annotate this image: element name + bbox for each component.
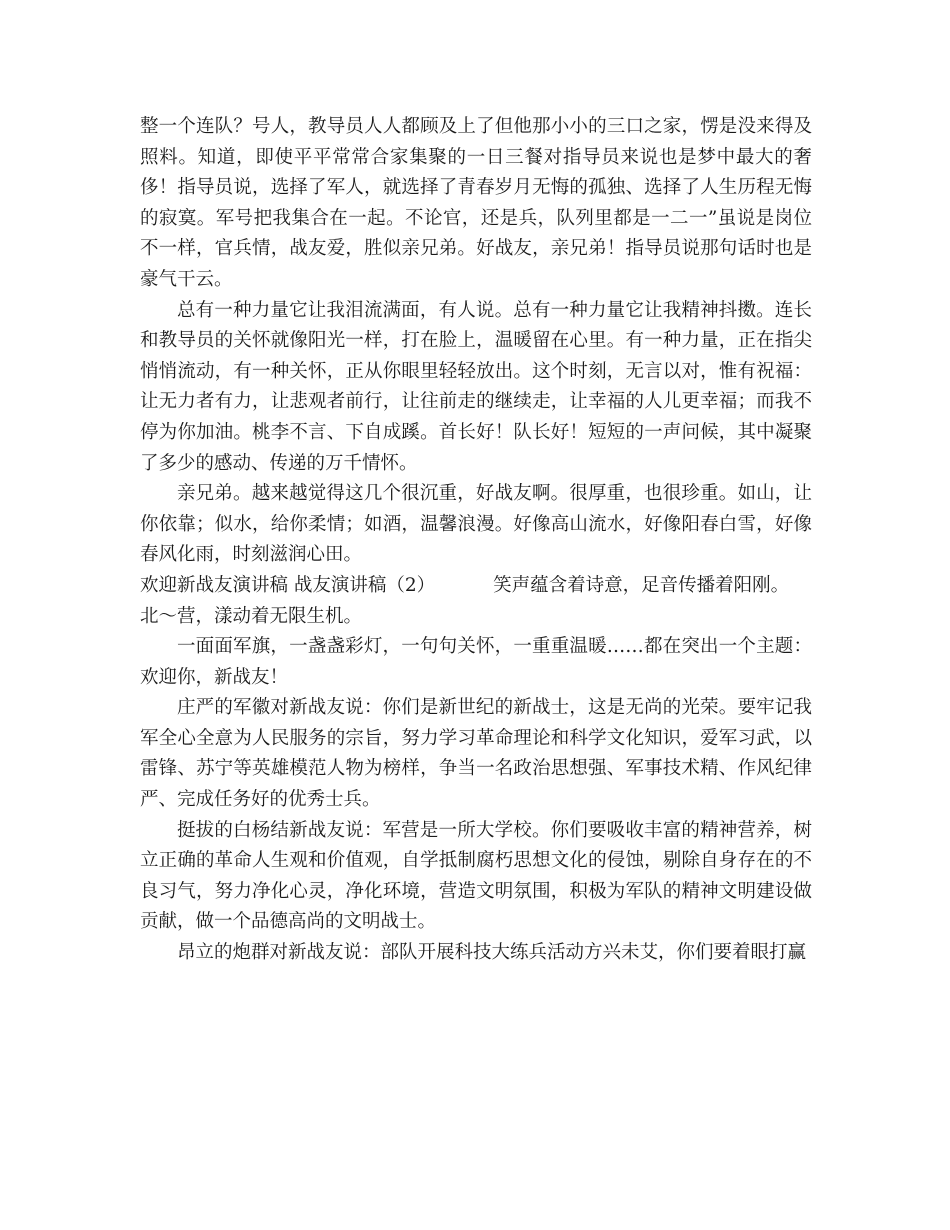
paragraph-7: 昂立的炮群对新战友说：部队开展科技大练兵活动方兴未艾，你们要着眼打赢 bbox=[177, 942, 807, 964]
paragraph-4: 一面面军旗，一盏盏彩灯，一句句关怀，一重重温暖……都在突出一个主题：欢迎你，新战友！ bbox=[140, 636, 812, 688]
paragraph-heading-continued: 北～营，漾动着无限生机。 bbox=[140, 605, 363, 627]
paragraph-1: 整一个连队？号人，教导员人人都顾及上了但他那小小的三口之家，愣是没来得及照料。知道，即使平平常常合家集聚的一日三餐对指导员来说也是梦中最大的奢侈！指导员说，选择了军人，就选择了青春岁月无悔的孤独、选择了人生历程无悔的寂寞。军号把我集合在一起。不论官，还是兵，队列里都是一二一”虽说是岗位不一样，官兵情，战友爱，胜似亲兄弟。好战友，亲兄弟！指导员说那句话时也是豪气干云。 bbox=[140, 116, 812, 290]
paragraph-5: 庄严的军徽对新战友说：你们是新世纪的新战士，这是无尚的光荣。要牢记我军全心全意为人民服务的宗旨，努力学习革命理论和科学文化知识，爱军习武，以雷锋、苏宁等英雄模范人物为榜样，争当一名政治思想强、军事技术精、作风纪律严、完成任务好的优秀士兵。 bbox=[140, 697, 812, 811]
section-heading-title: 欢迎新战友演讲稿 战友演讲稿（2） bbox=[140, 574, 436, 596]
document-body bbox=[140, 112, 812, 969]
section-heading-line bbox=[140, 571, 812, 602]
paragraph-6: 挺拔的白杨结新战友说：军营是一所大学校。你们要吸收丰富的精神营养，树立正确的革命人生观和价值观，自学抵制腐朽思想文化的侵蚀，剔除自身存在的不良习气，努力净化心灵，净化环境，营造文明氛围，积极为军队的精神文明建设做贡献，做一个品德高尚的文明战士。 bbox=[140, 819, 812, 933]
paragraph-3: 亲兄弟。越来越觉得这几个很沉重，好战友啊。很厚重，也很珍重。如山，让你依靠；似水，给你柔情；如酒，温馨浪漫。好像高山流水，好像阳春白雪，好像春风化雨，时刻滋润心田。 bbox=[140, 483, 812, 566]
paragraph-2: 总有一种力量它让我泪流满面，有人说。总有一种力量它让我精神抖擞。连长和教导员的关怀就像阳光一样，打在脸上，温暖留在心里。有一种力量，正在指尖悄悄流动，有一种关怀，正从你眼里轻轻放出。这个时刻，无言以对，惟有祝福：让无力者有力，让悲观者前行，让往前走的继续走，让幸福的人儿更幸福；而我不停为你加油。桃李不言、下自成蹊。首长好！队长好！短短的一声问候，其中凝聚了多少的感动、传递的万千情怀。 bbox=[140, 299, 812, 474]
section-heading-tail: 笑声蕴含着诗意，足音传播着阳刚。 bbox=[493, 574, 790, 596]
